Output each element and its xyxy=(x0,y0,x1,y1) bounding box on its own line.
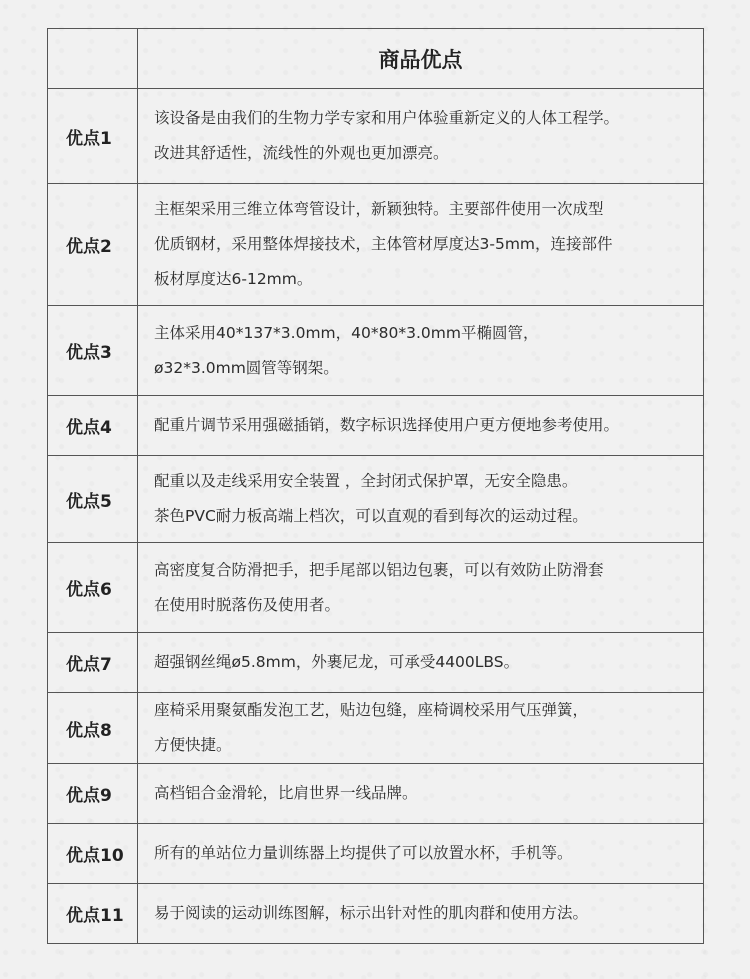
description-line: 高密度复合防滑把手，把手尾部以铝边包裹，可以有效防止防滑套 xyxy=(154,560,604,579)
description-line: 改进其舒适性，流线性的外观也更加漂亮。 xyxy=(154,144,449,162)
row-label: 优点1 xyxy=(48,89,138,184)
row-label: 优点7 xyxy=(48,633,138,693)
description-line: 所有的单站位力量训练器上均提供了可以放置水杯，手机等。 xyxy=(154,844,573,862)
table-row xyxy=(48,884,704,944)
header-empty-cell xyxy=(48,29,138,89)
table-row xyxy=(48,456,704,543)
row-description xyxy=(138,396,704,456)
row-label: 优点6 xyxy=(48,543,138,633)
description-line: 该设备是由我们的生物力学专家和用户体验重新定义的人体工程学。 xyxy=(154,109,620,127)
table-row xyxy=(48,306,704,396)
row-label: 优点4 xyxy=(48,396,138,456)
table-row xyxy=(48,543,704,633)
table-title: 商品优点 xyxy=(138,29,704,89)
description-line: 主框架采用三维立体弯管设计，新颖独特。主要部件使用一次成型 xyxy=(154,200,604,218)
description-line: 座椅采用聚氨酯发泡工艺，贴边包缝，座椅调校采用气压弹簧， xyxy=(154,701,589,719)
description-line: 高档铝合金滑轮，比肩世界一线品牌。 xyxy=(154,784,418,802)
description-line: ø32*3.0mm圆管等钢架。 xyxy=(154,358,339,377)
row-description xyxy=(138,693,704,764)
table-row xyxy=(48,184,704,306)
description-line: 主体采用40*137*3.0mm，40*80*3.0mm平椭圆管， xyxy=(154,323,539,342)
row-description xyxy=(138,824,704,884)
row-description xyxy=(138,764,704,824)
description-line: 茶色PVC耐力板高端上档次，可以直观的看到每次的运动过程。 xyxy=(154,507,588,525)
row-label: 优点9 xyxy=(48,764,138,824)
row-label: 优点5 xyxy=(48,456,138,543)
table-row xyxy=(48,89,704,184)
row-description xyxy=(138,306,704,396)
table-row xyxy=(48,396,704,456)
row-label: 优点8 xyxy=(48,693,138,764)
row-label: 优点3 xyxy=(48,306,138,396)
row-label: 优点2 xyxy=(48,184,138,306)
table-row xyxy=(48,764,704,824)
advantages-table xyxy=(47,28,704,944)
table-row xyxy=(48,633,704,693)
description-line: 超强钢丝绳ø5.8mm，外裹尼龙，可承受4400LBS。 xyxy=(154,653,520,671)
description-line: 配重片调节采用强磁插销，数字标识选择使用户更方便地参考使用。 xyxy=(154,416,620,434)
table-row xyxy=(48,693,704,764)
description-line: 易于阅读的运动训练图解，标示出针对性的肌肉群和使用方法。 xyxy=(154,904,589,922)
description-line: 在使用时脱落伤及使用者。 xyxy=(154,595,341,614)
description-line: 配重以及走线采用安全装置 ，全封闭式保护罩，无安全隐患。 xyxy=(154,472,578,490)
row-description xyxy=(138,633,704,693)
description-line: 方便快捷。 xyxy=(154,736,232,754)
row-label: 优点11 xyxy=(48,884,138,944)
row-description xyxy=(138,884,704,944)
row-description xyxy=(138,184,704,306)
row-description xyxy=(138,456,704,543)
table-header-row xyxy=(48,29,704,89)
description-line: 优质钢材，采用整体焊接技术，主体管材厚度达3-5mm，连接部件 xyxy=(154,235,613,253)
description-line: 板材厚度达6-12mm。 xyxy=(154,270,313,288)
row-label: 优点10 xyxy=(48,824,138,884)
row-description xyxy=(138,543,704,633)
table-row xyxy=(48,824,704,884)
row-description xyxy=(138,89,704,184)
